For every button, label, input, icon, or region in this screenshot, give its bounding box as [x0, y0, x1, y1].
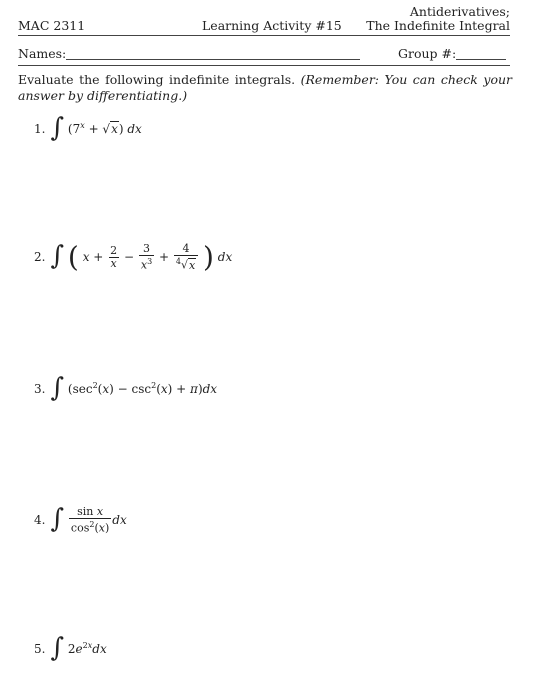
activity-title: Learning Activity #15: [202, 18, 342, 33]
problem-4-number: 4.: [34, 513, 46, 527]
names-blank-line[interactable]: [66, 59, 360, 60]
instructions-main: Evaluate the following indefinite integrals.: [18, 72, 296, 87]
header-rule: [18, 35, 510, 36]
instructions-remember: (Remember: You can check your answer by differentiating.): [18, 72, 513, 103]
problem-5-expression: ∫ $2e^{2x}dx$: [50, 633, 107, 663]
problem-3-expression: ∫ $(\sec^2(x) - \csc^2(x) + \pi)dx$: [50, 373, 218, 403]
group-label: Group #:: [398, 46, 457, 61]
course-code: MAC 2311: [18, 18, 86, 33]
problem-2-number: 2.: [34, 250, 46, 264]
problem-5: [34, 632, 107, 663]
names-rule: [18, 65, 510, 66]
topic-line-2: The Indefinite Integral: [366, 18, 510, 33]
problem-4-expression: ∫ $\frac{\text{sin x}}{\cos^2(x)}$ dx: [50, 504, 127, 535]
problem-5-number: 5.: [34, 642, 46, 656]
topic-line-1: Antiderivatives;: [409, 4, 510, 19]
problem-1: [34, 112, 142, 143]
names-label: Names:: [18, 46, 67, 61]
problem-4: [34, 503, 127, 535]
group-blank-line[interactable]: [456, 59, 506, 60]
problem-2-expression: ∫ ( x + $\frac{2}{x}$ − $\frac{3}{x^3}$ + $\frac{4}{^4√x}$ ) dx: [50, 240, 233, 274]
problem-3: [34, 372, 218, 403]
problem-2: [34, 240, 232, 272]
problem-3-number: 3.: [34, 382, 46, 396]
instructions: [18, 72, 512, 104]
problem-1-number: 1.: [34, 122, 46, 136]
problem-1-expression: ∫ $(7^x + √x)$ dx: [50, 113, 142, 143]
